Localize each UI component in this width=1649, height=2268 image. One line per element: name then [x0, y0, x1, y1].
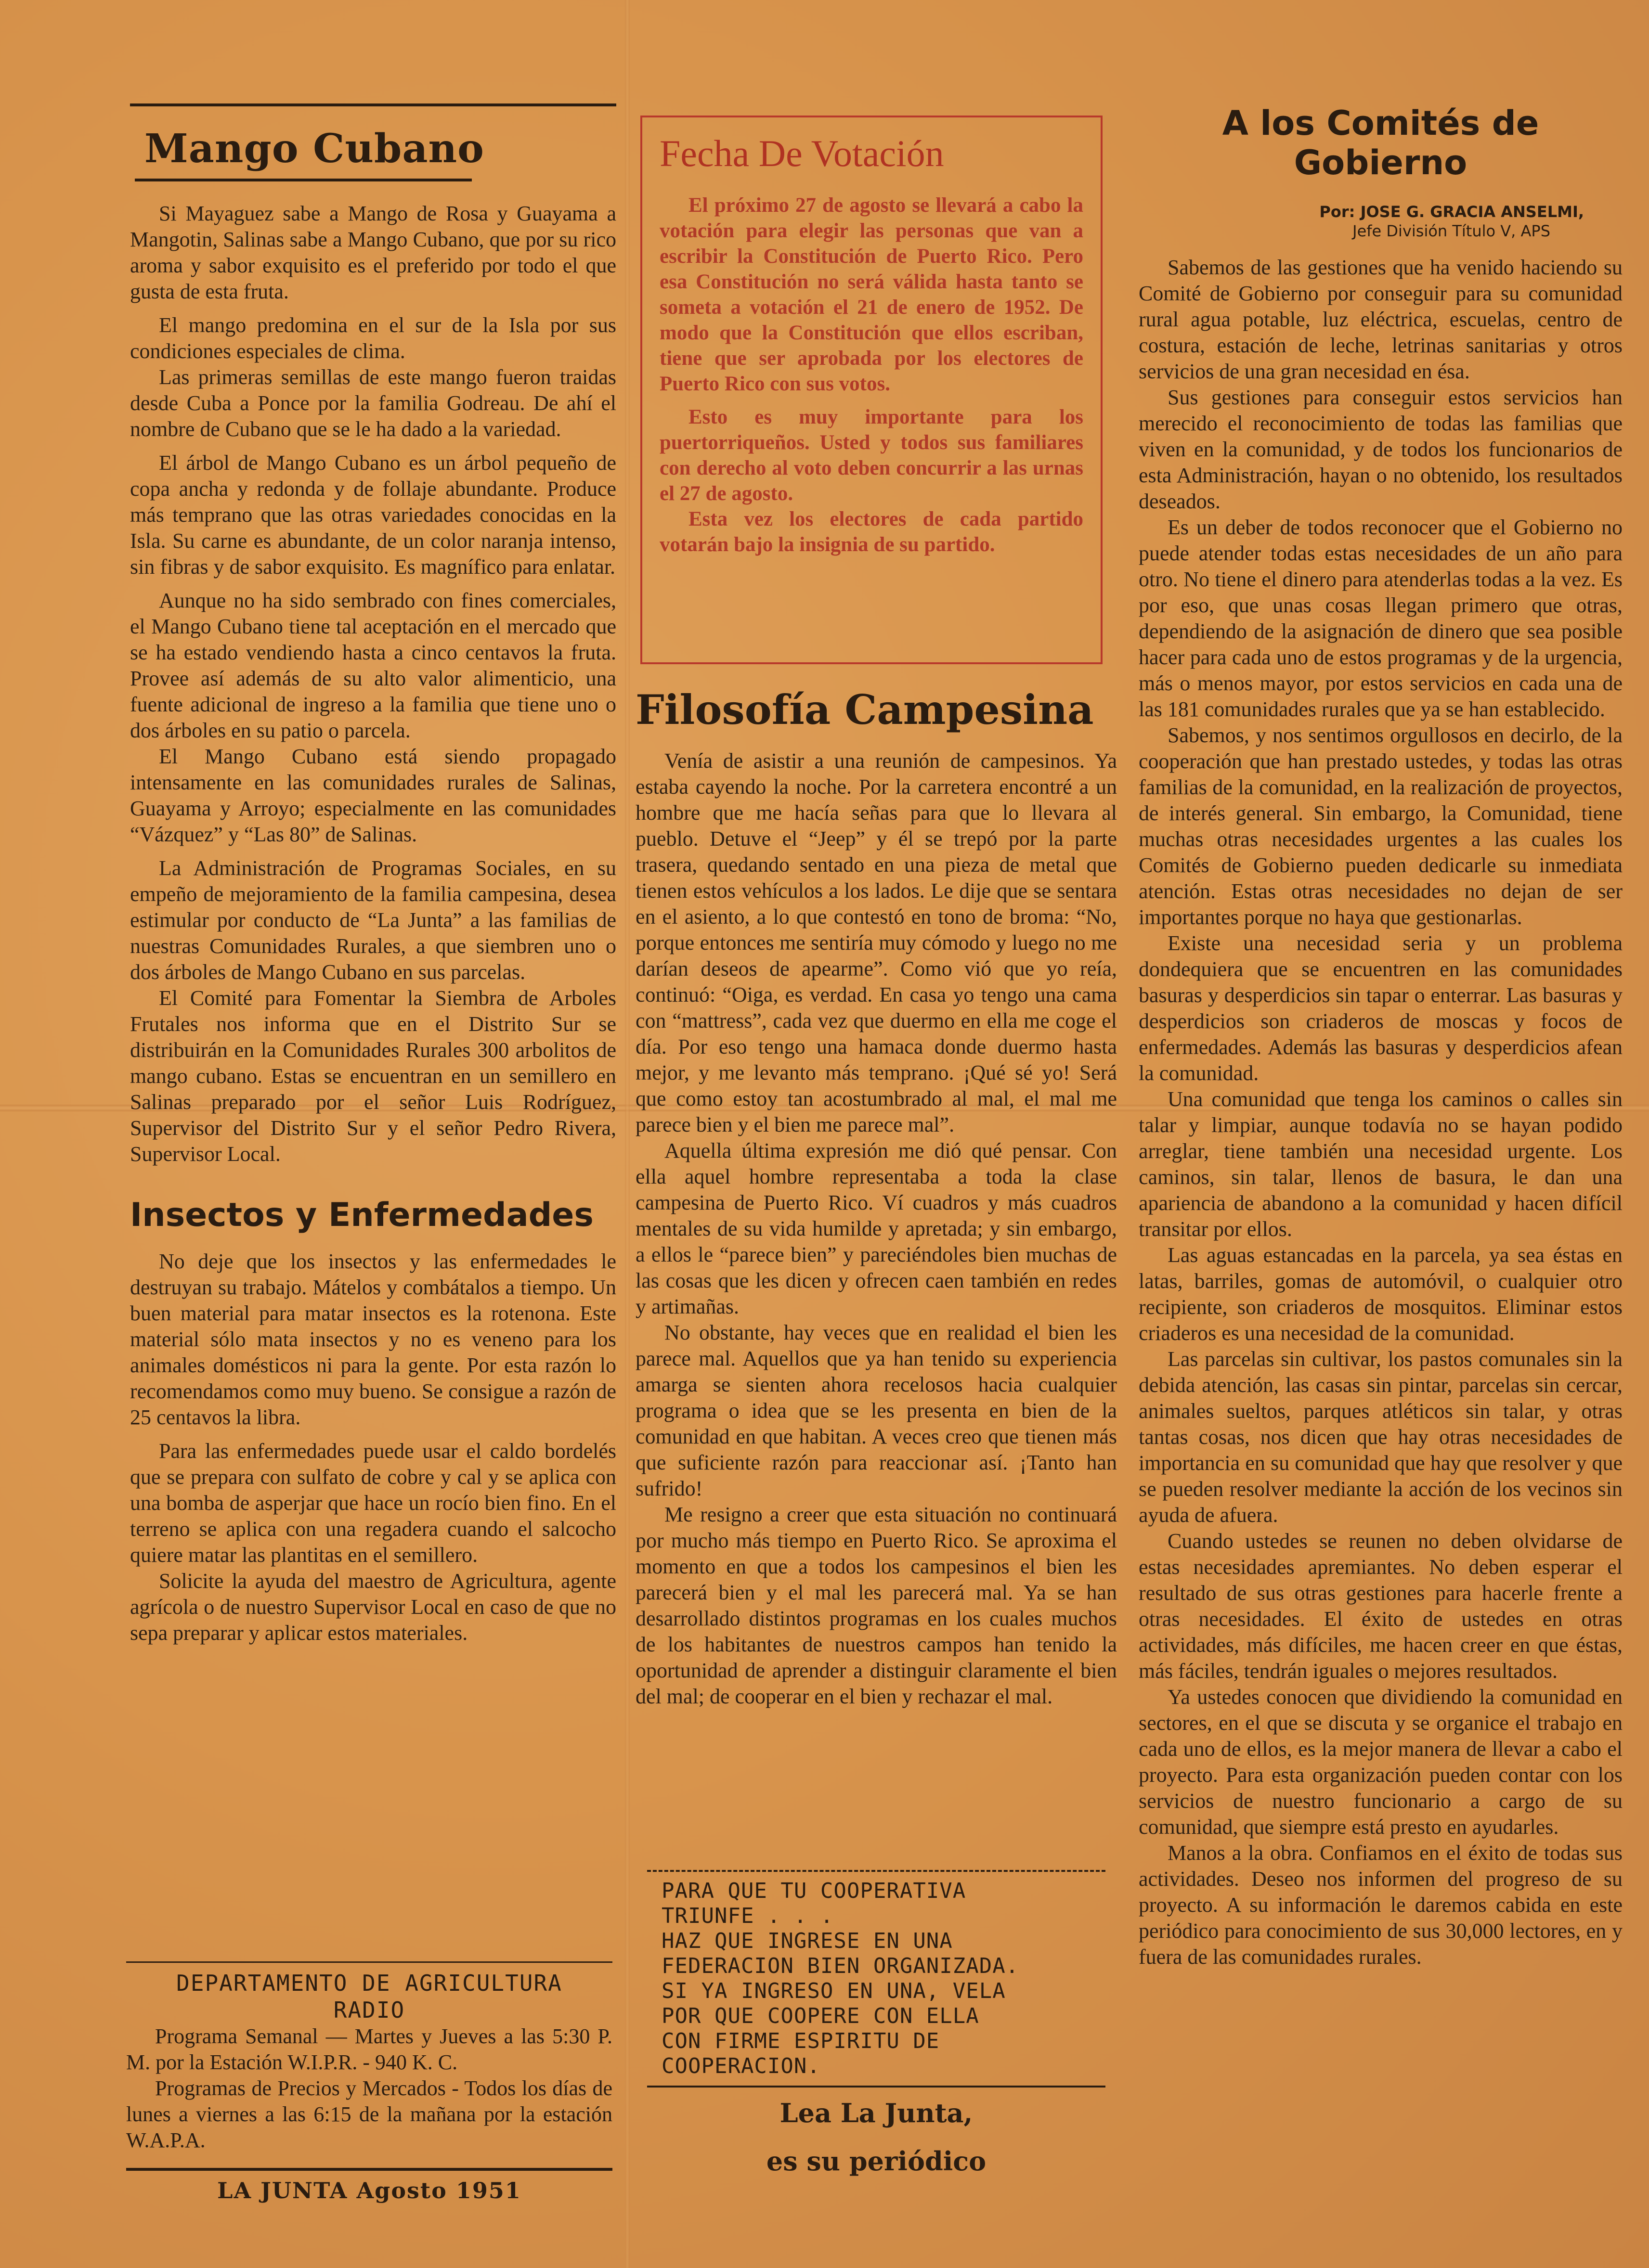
- notice-line: TRIUNFE . . .: [662, 1904, 834, 1928]
- footer-masthead: LA JUNTA Agosto 1951: [217, 2178, 521, 2204]
- article-paragraph: No deje que los insectos y las enfermedades le destruyan su trabajo. Mátelos y combátalos a tiempo. Un buen material para matar insectos es la rotenona. Este material sólo mata insectos y no es veneno para los animales domésticos ni para la gente. Por esta razón lo recomendamos como muy bueno. Se consigue a razón de 25 centavos la libra.: [130, 1250, 616, 1429]
- article-paragraph: Sus gestiones para conseguir estos servicios han merecido el reconocimiento de todas las familias que viven en la comunidad, y de todos los funcionarios de esta Administración, hayan o no obtenido, los resultados deseados.: [1139, 386, 1623, 513]
- notice-top-border: [647, 1870, 1105, 1872]
- article-paragraph: Las parcelas sin cultivar, los pastos comunales sin la debida atención, las casas sin pintar, parcelas sin cercar, animales sueltos, parques atléticos sin talar, y otras tantas cosas, nos dicen que hay otras necesidades de importancia en su comunidad que hay que resolver y que se pueden resolver mediante la acción de los vecinos sin ayuda de afuera.: [1139, 1347, 1623, 1527]
- byline-author: Por: JOSE G. GRACIA ANSELMI,: [1319, 203, 1584, 221]
- insectos-article: [130, 1249, 616, 1646]
- lea-line1: Lea La Junta,: [779, 2098, 973, 2128]
- lea-la-junta: [636, 2089, 1117, 2185]
- votacion-box: [640, 116, 1103, 664]
- article-paragraph: La Administración de Programas Sociales, en su empeño de mejoramiento de la familia campesina, desea estimular por conducto de “La Junta” a las familias de nuestras Comunidades Rurales, a que siembren uno o dos árboles de Mango Cubano en sus parcelas.: [130, 856, 616, 984]
- votacion-title: Fecha De Votación: [660, 132, 944, 174]
- title-rule: [135, 179, 472, 181]
- votacion-paragraph: El próximo 27 de agosto se llevará a cabo la votación para elegir las personas que van a escribir la Constitución de Puerto Rico. Pero esa Constitución no será válida hasta tanto se someta a votación el 21 de enero de 1952. De modo que la Constitución que ellos escriban, tiene que ser aprobada por los electores de Puerto Rico con sus votos.: [660, 194, 1083, 395]
- article-paragraph: Aunque no ha sido sembrado con fines comerciales, el Mango Cubano tiene tal aceptación en el mercado que se ha estado vendiendo hasta a cinco centavos la fruta. Provee así además de su alto valor alimenticio, una fuente adicional de ingreso a la familia que tiene uno o dos árboles en su patio o parcela.: [130, 589, 616, 742]
- byline-position: Jefe División Título V, APS: [1352, 222, 1550, 240]
- comites-title: A los Comités de Gobierno: [1222, 103, 1539, 182]
- article-paragraph: El árbol de Mango Cubano es un árbol pequeño de copa ancha y redonda y de follaje abundante. Produce más temprano que las otras variedades conocidas en la Isla. Su carne es abundante, de un color naranja intenso, sin fibras y de sabor exquisito. Es magnífico para enlatar.: [130, 451, 616, 579]
- article-paragraph: Para las enfermedades puede usar el caldo bordelés que se prepara con sulfato de cobre y cal y se aplica con una bomba de asperjar que hace un rocío bien fino. En el terreno se aplica con una regadera cuando el salcocho quiere matar las plantitas en el semillero.: [130, 1439, 616, 1567]
- fold-crease-vertical: [625, 0, 630, 2268]
- notice-line: COOPERACION.: [662, 2054, 820, 2078]
- mango-title: Mango Cubano: [144, 126, 484, 172]
- column-left: [130, 103, 616, 1654]
- article-paragraph: El Comité para Fomentar la Siembra de Arboles Frutales nos informa que en el Distrito Sur se distribuirán en la Comunidades Rurales 300 arbolitos de mango cubano. Estas se encuentran en un semillero en Salinas preparado por el señor Luis Rodríguez, Supervisor del Distrito Sur y el señor Pedro Rivera, Supervisor Local.: [130, 986, 616, 1166]
- notice-line: PARA QUE TU COOPERATIVA: [662, 1879, 966, 1903]
- radio-title-line2: RADIO: [333, 1997, 405, 2023]
- lea-line2: es su periódico: [766, 2146, 987, 2177]
- notice-bottom-border: [647, 2086, 1105, 2088]
- article-paragraph: Venía de asistir a una reunión de campesinos. Ya estaba cayendo la noche. Por la carretera encontré a un hombre que me hacía señas para que lo llevara al pueblo. Detuve el “Jeep” y él se trepó por la parte trasera, quedando sentado en una pieza de metal que tienen estos vehículos a los lados. Le dije que se sentara en el asiento, a lo que contestó en tono de broma: “No, porque entonces me sentiría muy cómodo y luego no me darían deseos de apearme”. Como vió que yo reía, continuó: “Oiga, es verdad. En casa yo tengo una cama con “mattress”, cada vez que duermo en ella me coge el día. Por eso tengo una hamaca donde duermo hasta mejor, y me levanto más temprano. ¡Qué sé yo! Será que como estoy tan acostumbrado al mal, el mal me parece bien y el bien me parece mal”.: [636, 749, 1117, 1136]
- article-paragraph: Las primeras semillas de este mango fueron traidas desde Cuba a Ponce por la familia Godreau. De ahí el nombre de Cubano que se le ha dado a la variedad.: [130, 365, 616, 441]
- article-paragraph: Sabemos de las gestiones que ha venido haciendo su Comité de Gobierno por conseguir para su comunidad rural agua potable, luz eléctrica, escuelas, centro de costura, estación de leche, letrinas sanitarias y otros servicios de una gran necesidad en ésa.: [1139, 256, 1623, 383]
- cooperativa-notice: [636, 1870, 1117, 2082]
- radio-notice: [126, 1961, 612, 2204]
- radio-top-rule: [126, 1961, 612, 1963]
- article-paragraph: Aquella última expresión me dió qué pensar. Con ella aquel hombre representaba a toda la clase campesina de Puerto Rico. Ví cuadros y más cuadros mentales de su vida humilde y apretada; y sin embargo, a ellos le “parece bien” y pareciéndoles bien muchas de las cosas que les dicen y ofrecen caen también en redes y artimañas.: [636, 1139, 1117, 1318]
- filosofia-article: [636, 686, 1117, 1717]
- notice-line: SI YA INGRESO EN UNA, VELA: [662, 1979, 1006, 2003]
- article-paragraph: No obstante, hay veces que en realidad el bien les parece mal. Aquellos que ya han tenido su experiencia amarga se sienten ahora recelosos hacia cualquier programa o idea que se les presenta en bien de la comunidad en que habitan. A veces creo que tienen más que suficiente razón para reaccionar así. ¡Tanto han sufrido!: [636, 1321, 1117, 1500]
- article-paragraph: El mango predomina en el sur de la Isla por sus condiciones especiales de clima.: [130, 313, 616, 363]
- cooperativa-message: [647, 1879, 1105, 2079]
- article-paragraph: Si Mayaguez sabe a Mango de Rosa y Guayama a Mangotin, Salinas sabe a Mango Cubano, que por su rico aroma y sabor exquisito es el preferido por todo el que gusta de esta fruta.: [130, 202, 616, 303]
- article-paragraph: Es un deber de todos reconocer que el Gobierno no puede atender todas estas necesidades de un año para otro. No tiene el dinero para atenderlas todas a la vez. Es por eso, que unas cosas llegan primero que otras, dependiendo de la asignación de dinero que sea posible hacer para cada uno de estos programas y de la urgencia, más o menos mayor, por estos servicios en cada una de las 181 comunidades rurales que ya se han establecido.: [1139, 515, 1623, 721]
- filosofia-title: Filosofía Campesina: [636, 686, 1094, 734]
- article-paragraph: Las aguas estancadas en la parcela, ya sea éstas en latas, barriles, gomas de automóvil, o cualquier otro recipiente, son criaderos de mosquitos. Eliminar estos criaderos es una necesidad de la comunidad.: [1139, 1243, 1623, 1345]
- notice-line: POR QUE COOPERE CON ELLA: [662, 2004, 979, 2028]
- radio-paragraph: Programa Semanal — Martes y Jueves a las 5:30 P. M. por la Estación W.I.P.R. - 940 K. C.: [126, 2024, 612, 2074]
- votacion-paragraph: Esta vez los electores de cada partido votarán bajo la insignia de su partido.: [660, 508, 1083, 556]
- article-paragraph: Solicite la ayuda del maestro de Agricultura, agente agrícola o de nuestro Supervisor Local en caso de que no sepa preparar y aplicar estos materiales.: [130, 1569, 616, 1645]
- notice-line: HAZ QUE INGRESE EN UNA: [662, 1929, 953, 1953]
- insectos-title: Insectos y Enfermedades: [130, 1196, 594, 1234]
- article-paragraph: Cuando ustedes se reunen no deben olvidarse de estas necesidades apremiantes. No deben esperar el resultado de sus otras gestiones para hacerle frente a otras necesidades. El éxito de ustedes en otras actividades, más difíciles, me hacen creer en que éstas, más fáciles, tendrán iguales o mejores resultados.: [1139, 1529, 1623, 1683]
- votacion-paragraph: Esto es muy importante para los puertorriqueños. Usted y todos sus familiares con derecho al voto deben concurrir a las urnas el 27 de agosto.: [660, 406, 1083, 505]
- article-paragraph: Existe una necesidad seria y un problema dondequiera que se encuentren en las comunidades basuras y desperdicios sin tapar o enterrar. Las basuras y desperdicios son criaderos de moscas y focos de enfermedades. Además las basuras y desperdicios afean la comunidad.: [1139, 931, 1623, 1085]
- radio-paragraph: Programas de Precios y Mercados - Todos los días de lunes a viernes a las 6:15 de la mañana por la estación W.A.P.A.: [126, 2076, 612, 2152]
- article-paragraph: El Mango Cubano está siendo propagado intensamente en las comunidades rurales de Salinas, Guayama y Arroyo; especialmente en las comunidades “Vázquez” y “Las 80” de Salinas.: [130, 745, 616, 846]
- footer-rule: [126, 2168, 612, 2171]
- notice-line: FEDERACION BIEN ORGANIZADA.: [662, 1954, 1019, 1978]
- mango-article: [130, 201, 616, 1167]
- article-paragraph: Ya ustedes conocen que dividiendo la comunidad en sectores, en el que se discuta y se organice el trabajo en cada uno de ellos, es la mejor manera de llevar a cabo el proyecto. Para esta organización pueden contar con los servicios de nuestro funcionario a cargo de su comunidad, que siempre está presto en ayudarles.: [1139, 1685, 1623, 1839]
- article-paragraph: Una comunidad que tenga los caminos o calles sin talar y limpiar, aunque todavía no se hayan podido arreglar, tiene también una necesidad urgente. Los caminos, sin talar, llenos de basura, le dan una apariencia de abandono a la comunidad y hacen difícil transitar por ellos.: [1139, 1087, 1623, 1241]
- radio-title-line1: DEPARTAMENTO DE AGRICULTURA: [176, 1970, 562, 1996]
- notice-line: CON FIRME ESPIRITU DE: [662, 2029, 940, 2053]
- article-paragraph: Manos a la obra. Confiamos en el éxito de todas sus actividades. Deseo nos informen del progreso de su proyecto. A su información le daremos cabida en este periódico para conocimiento de sus 30,000 lectores, en y fuera de las comunidades rurales.: [1139, 1841, 1623, 1969]
- article-paragraph: Sabemos, y nos sentimos orgullosos en decirlo, de la cooperación que han prestado ustedes, y todas las otras familias de la comunidad, en la realización de proyectos, de interés general. Sin embargo, la Comunidad, tiene muchas otras necesidades urgentes a las cuales los Comités de Gobierno pueden dedicarle su inmediata atención. Estas otras necesidades no dejan de ser importantes porque no haya que gestionarlas.: [1139, 723, 1623, 929]
- column-right: [1139, 103, 1623, 1970]
- comites-article: [1139, 255, 1623, 1970]
- article-paragraph: Me resigno a creer que esta situación no continuará por mucho más tiempo en Puerto Rico. Se aproxima el momento en que a todos los campesinos el bien les parecerá bien y el mal les parecerá mal. Ya se han desarrollado distintos programas en los cuales muchos de los habitantes de nuestros campos han tenido la oportunidad de aprender a distinguir claramente el bien del mal; de cooperar en el bien y rechazar el mal.: [636, 1503, 1117, 1708]
